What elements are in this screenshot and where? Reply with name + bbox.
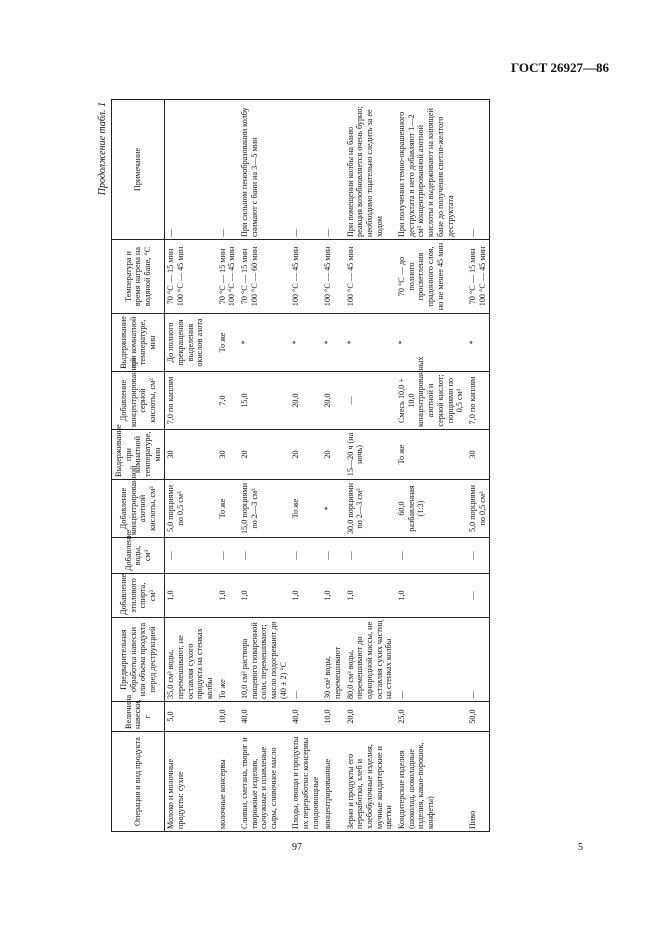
cell-hold-2: * (290, 314, 322, 372)
cell-nitric-acid: * (322, 480, 344, 538)
cell-hold-2: * (322, 314, 344, 372)
cell-pretreatment: 80,0 см³ воды, перемешивают до однородной массы, не оставляя сухих частиц на стенках колбы (345, 618, 396, 702)
table-row (290, 100, 322, 832)
table-header-row (112, 100, 165, 832)
cell-note: При помещении колбы на баню реакция возобновляется очень бурно; необходимо тщательно следить за ее ходом (345, 100, 396, 240)
cell-sulfuric-acid: 20,0 (290, 372, 322, 430)
cell-water: — (217, 538, 239, 574)
col-header-sulfuric-acid: Добавление концентрированной серной кислоты, см³ (112, 372, 165, 430)
cell-heating: 100 °С — 45 мин (345, 240, 396, 314)
cell-nitric-acid: 5,0 порциями по 0,5 см³ (165, 480, 217, 538)
table-row (239, 100, 290, 832)
cell-ethanol: 1,0 (322, 574, 344, 618)
cell-note: — (290, 100, 322, 240)
cell-operation: Сливки, сметана, творог и творожные изделия, сычужные и плавленые сыры, сливочное масло (239, 732, 290, 832)
cell-sulfuric-acid: 20,0 (322, 372, 344, 430)
cell-pretreatment: 30 см³ воды, перемешивают (322, 618, 344, 702)
col-header-note: Примечание (112, 100, 165, 240)
cell-operation: молочные консервы (217, 732, 239, 832)
cell-ethanol: 1,0 (396, 574, 467, 618)
col-header-pretreatment: Предварительная обработка навески или объема продукта перед деструкцией (112, 618, 165, 702)
cell-water: — (322, 538, 344, 574)
cell-water: — (290, 538, 322, 574)
cell-heating: 100 °С — 45 мин (290, 240, 322, 314)
cell-water: — (239, 538, 290, 574)
cell-mass: 10,0 (217, 702, 239, 732)
cell-sulfuric-acid: 7,0 (217, 372, 239, 430)
cell-water: — (467, 538, 490, 574)
col-header-water: Добавление воды, см³ (112, 538, 165, 574)
cell-sulfuric-acid: — (345, 372, 396, 430)
cell-operation: концентрированные (322, 732, 344, 832)
col-header-mass: Величина навески, г (112, 702, 165, 732)
cell-nitric-acid: 30,0 порциями по 2—3 см³ (345, 480, 396, 538)
cell-note: При получении темно-окрашенного деструктата в него добавляют 1—2 см³ концентрированной азотной кислоты и выдерживают на кипящей бане до получения светло-желтого деструктата (396, 100, 467, 240)
col-header-nitric-acid: Добавление концентрированной азотной кислоты, см³ (112, 480, 165, 538)
cell-heating: 70 °С — 15 мин 100 °С — 45 мин (217, 240, 239, 314)
table-row (345, 100, 396, 832)
cell-nitric-acid: То же (217, 480, 239, 538)
document-header: ГОСТ 26927—86 (510, 60, 609, 75)
cell-nitric-acid: То же (290, 480, 322, 538)
cell-ethanol: 1,0 (290, 574, 322, 618)
cell-sulfuric-acid: 7,0 по каплям (467, 372, 490, 430)
cell-mass: 25,0 (396, 702, 467, 732)
cell-note: — (467, 100, 490, 240)
cell-note: — (322, 100, 344, 240)
cell-sulfuric-acid: 7,0 по каплям (165, 372, 217, 430)
cell-nitric-acid: 5,0 порциями по 0,5 см³ (467, 480, 490, 538)
cell-heating: 70 °С — 15 мин 100 °С — 60 мин (239, 240, 290, 314)
cell-water: — (165, 538, 217, 574)
cell-hold-2: До полного прекращения выделения окислов азота (165, 314, 217, 372)
cell-heating: 70 °С — 15 мин 100 °С — 45 мин (467, 240, 490, 314)
col-header-heating: Температура и время нагрева на водяной бане, °С (112, 240, 165, 314)
cell-mass: 20,0 (345, 702, 396, 732)
cell-mass: 40,0 (290, 702, 322, 732)
table-caption: Продолжение табл. 1 (97, 102, 108, 196)
cell-hold-1: 30 (217, 430, 239, 480)
cell-hold-2: * (345, 314, 396, 372)
col-header-hold-1: Выдерживание при комнатной температуре, мин (112, 430, 165, 480)
cell-operation: Молоко и молочные продукты: сухие (165, 732, 217, 832)
table-row (396, 100, 467, 832)
cell-pretreatment: — (290, 618, 322, 702)
cell-hold-1: 20 (322, 430, 344, 480)
table-row (165, 100, 217, 832)
cell-pretreatment: То же (217, 618, 239, 702)
cell-hold-2: То же (217, 314, 239, 372)
cell-water: — (396, 538, 467, 574)
cell-water: — (345, 538, 396, 574)
cell-ethanol: 1,0 (239, 574, 290, 618)
cell-note: — (165, 100, 217, 240)
col-header-operation: Операция и вид продукта (112, 732, 165, 832)
rotated-table-block (97, 100, 577, 832)
cell-heating: 100 °С — 45 мин (322, 240, 344, 314)
cell-note: — (217, 100, 239, 240)
cell-note: При сильном пенообразовании колбу снимают с бани на 3—5 мин (239, 100, 290, 240)
cell-hold-1: 30 (467, 430, 490, 480)
cell-operation: Плоды, овощи и продукты их переработки: консервы плодоовощные (290, 732, 322, 832)
cell-operation: Пиво (467, 732, 490, 832)
col-header-hold-2: Выдерживание при комнатной температуре, мин (112, 314, 165, 372)
data-table (111, 99, 490, 832)
cell-pretreatment: 10,0 см³ раствора пищевого поваренной соли, перемешивают; масло подогревают до (40 ± 2) °С (239, 618, 290, 702)
cell-mass: 10,0 (322, 702, 344, 732)
cell-nitric-acid: 60,0 разбавленная (1:3) (396, 480, 467, 538)
cell-operation: Зерно и продукты его переработки, хлеб и хлебобулочные изделия, мучные кондитерские и цветки (345, 732, 396, 832)
cell-operation: Кондитерские изделия (шоколад, шоколадные изделия, какао-порошок, конфеты) (396, 732, 467, 832)
cell-pretreatment: — (396, 618, 467, 702)
cell-mass: 5,0 (165, 702, 217, 732)
cell-ethanol: 1,0 (165, 574, 217, 618)
cell-pretreatment: — (467, 618, 490, 702)
cell-hold-1: 20 (239, 430, 290, 480)
cell-mass: 40,0 (239, 702, 290, 732)
table-row (322, 100, 344, 832)
cell-hold-2: * (396, 314, 467, 372)
page-number: 97 (292, 842, 302, 853)
cell-sulfuric-acid: Смесь 10,0 + 10,0 концентрированных азотной и серной кислот; порциями по 0,5 см³ (396, 372, 467, 430)
cell-ethanol: 1,0 (345, 574, 396, 618)
cell-heating: 70 °С — 15 мин 100 °С — 45 мин (165, 240, 217, 314)
cell-hold-2: * (239, 314, 290, 372)
cell-sulfuric-acid: 15,0 (239, 372, 290, 430)
cell-hold-1: 30 (165, 430, 217, 480)
table-row (467, 100, 490, 832)
cell-hold-1: То же (396, 430, 467, 480)
cell-heating: 70 °С — до полного просветления прадонного слоя, но не менее 45 мин (396, 240, 467, 314)
table-row (217, 100, 239, 832)
col-header-ethanol: Добавление этилового спирта, см³ (112, 574, 165, 618)
cell-ethanol: 1,0 (217, 574, 239, 618)
cell-pretreatment: 35,0 см³ воды, перемешивают, не оставляя сухого продукта на стенках колбы (165, 618, 217, 702)
sheet-number: 5 (578, 842, 583, 853)
cell-hold-2: * (467, 314, 490, 372)
cell-hold-1: 15—20 ч (на ночь) (345, 430, 396, 480)
cell-ethanol: — (467, 574, 490, 618)
cell-mass: 50,0 (467, 702, 490, 732)
cell-hold-1: 20 (290, 430, 322, 480)
cell-nitric-acid: 15,0 порциями по 2—3 см³ (239, 480, 290, 538)
